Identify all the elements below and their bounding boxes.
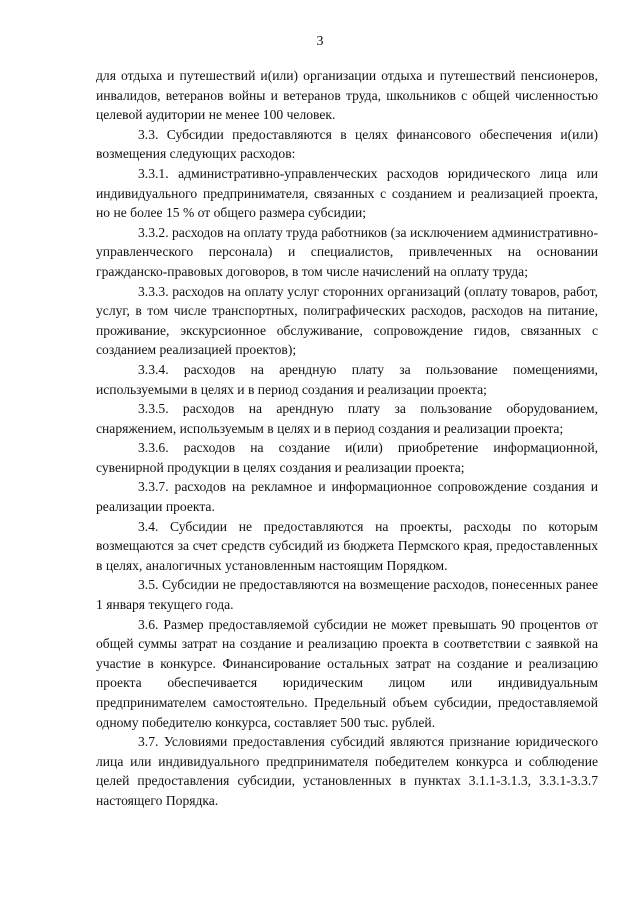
paragraph-continuation: для отдыха и путешествий и(или) организации отдыха и путешествий пенсионеров, инвалидов, ветеранов войны и ветеранов труда, школьников с общей численностью целевой аудитории не менее 100 человек. xyxy=(96,68,598,123)
paragraph-3-3-2: 3.3.2. расходов на оплату труда работников (за исключением административно-управленческого персонала) и специалистов, привлеченных на основании гражданско-правовых договоров, в том числе начислений на оплату труда; xyxy=(96,224,598,279)
page-number: 3 xyxy=(316,34,324,49)
paragraph-3-4: 3.4. Субсидии не предоставляются на проекты, расходы по которым возмещаются за счет средств субсидий из бюджета Пермского края, предоставленных в целях, аналогичных установленным настоящим Порядком. xyxy=(96,518,598,573)
document-body xyxy=(96,66,598,811)
paragraph-3-6: 3.6. Размер предоставляемой субсидии не может превышать 90 процентов от общей суммы затрат на создание и реализацию проекта в соответствии с заявкой на участие в конкурсе. Финансирование остальных затрат на создание и реализацию проекта обеспечивается юридическим лицом или индивидуальным предпринимателем самостоятельно. Предельный объем субсидии, предоставляемой одному победителю конкурса, составляет 500 тыс. рублей. xyxy=(96,616,598,730)
paragraph-3-3: 3.3. Субсидии предоставляются в целях финансового обеспечения и(или) возмещения следующих расходов: xyxy=(96,126,598,162)
paragraph-3-3-6: 3.3.6. расходов на создание и(или) приобретение информационной, сувенирной продукции в целях создания и реализации проекта; xyxy=(96,440,598,475)
paragraph-3-3-1: 3.3.1. административно-управленческих расходов юридического лица или индивидуального предпринимателя, связанных с созданием и реализацией проекта, но не более 15 % от общего размера субсидии; xyxy=(96,165,598,221)
paragraph-3-3-3: 3.3.3. расходов на оплату услуг сторонних организаций (оплату товаров, работ, услуг, в том числе транспортных, полиграфических расходов, расходов на питание, проживание, экскурсионное обслуживание, сопровождение гидов, связанных с созданием реализацией проектов); xyxy=(96,283,598,358)
paragraph-3-5: 3.5. Субсидии не предоставляются на возмещение расходов, понесенных ранее 1 января текущего года. xyxy=(96,577,598,613)
paragraph-3-3-7: 3.3.7. расходов на рекламное и информационное сопровождение создания и реализации проекта. xyxy=(96,479,598,515)
paragraph-3-3-5: 3.3.5. расходов на арендную плату за пользование оборудованием, снаряжением, используемым в целях и в период создания и реализации проекта; xyxy=(96,401,598,436)
paragraph-3-7: 3.7. Условиями предоставления субсидий являются признание юридического лица или индивидуального предпринимателя победителем конкурса и соблюдение целей предоставления субсидии, установленных в пунктах 3.1.1-3.1.3, 3.3.1-3.3.7 настоящего Порядка. xyxy=(96,734,598,808)
paragraph-3-3-4: 3.3.4. расходов на арендную плату за пользование помещениями, используемыми в целях и в период создания и реализации проекта; xyxy=(96,361,598,397)
